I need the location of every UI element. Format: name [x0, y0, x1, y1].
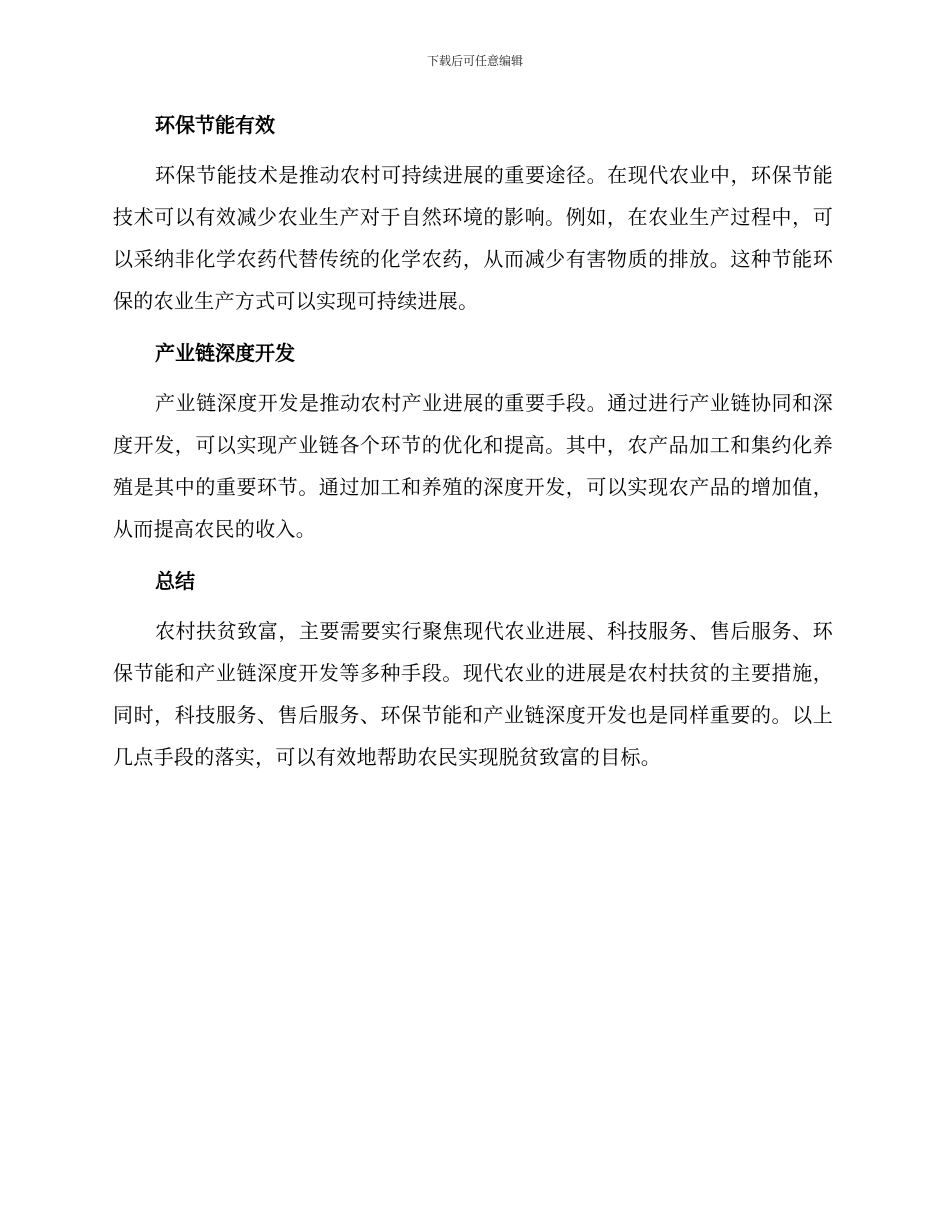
section-summary	[113, 566, 833, 778]
section-industry-chain	[113, 338, 833, 550]
section-paragraph: 环保节能技术是推动农村可持续进展的重要途径。在现代农业中，环保节能技术可以有效减少农业生产对于自然环境的影响。例如，在农业生产过程中，可以采纳非化学农药代替传统的化学农药，从而减少有害物质的排放。这种节能环保的农业生产方式可以实现可持续进展。	[113, 163, 833, 313]
section-paragraph: 产业链深度开发是推动农村产业进展的重要手段。通过进行产业链协同和深度开发，可以实现产业链各个环节的优化和提高。其中，农产品加工和集约化养殖是其中的重要环节。通过加工和养殖的深度开发，可以实现农产品的增加值，从而提高农民的收入。	[113, 391, 833, 541]
section-heading: 环保节能有效	[155, 113, 275, 137]
section-eco-energy	[113, 110, 833, 322]
page-header-note: 下载后可任意编辑	[426, 54, 523, 68]
section-heading: 总结	[155, 569, 195, 593]
section-paragraph: 农村扶贫致富，主要需要实行聚焦现代农业进展、科技服务、售后服务、环保节能和产业链深度开发等多种手段。现代农业的进展是农村扶贫的主要措施，同时，科技服务、售后服务、环保节能和产业链深度开发也是同样重要的。以上几点手段的落实，可以有效地帮助农民实现脱贫致富的目标。	[113, 619, 833, 769]
document-body	[113, 110, 833, 794]
section-heading: 产业链深度开发	[155, 341, 295, 365]
